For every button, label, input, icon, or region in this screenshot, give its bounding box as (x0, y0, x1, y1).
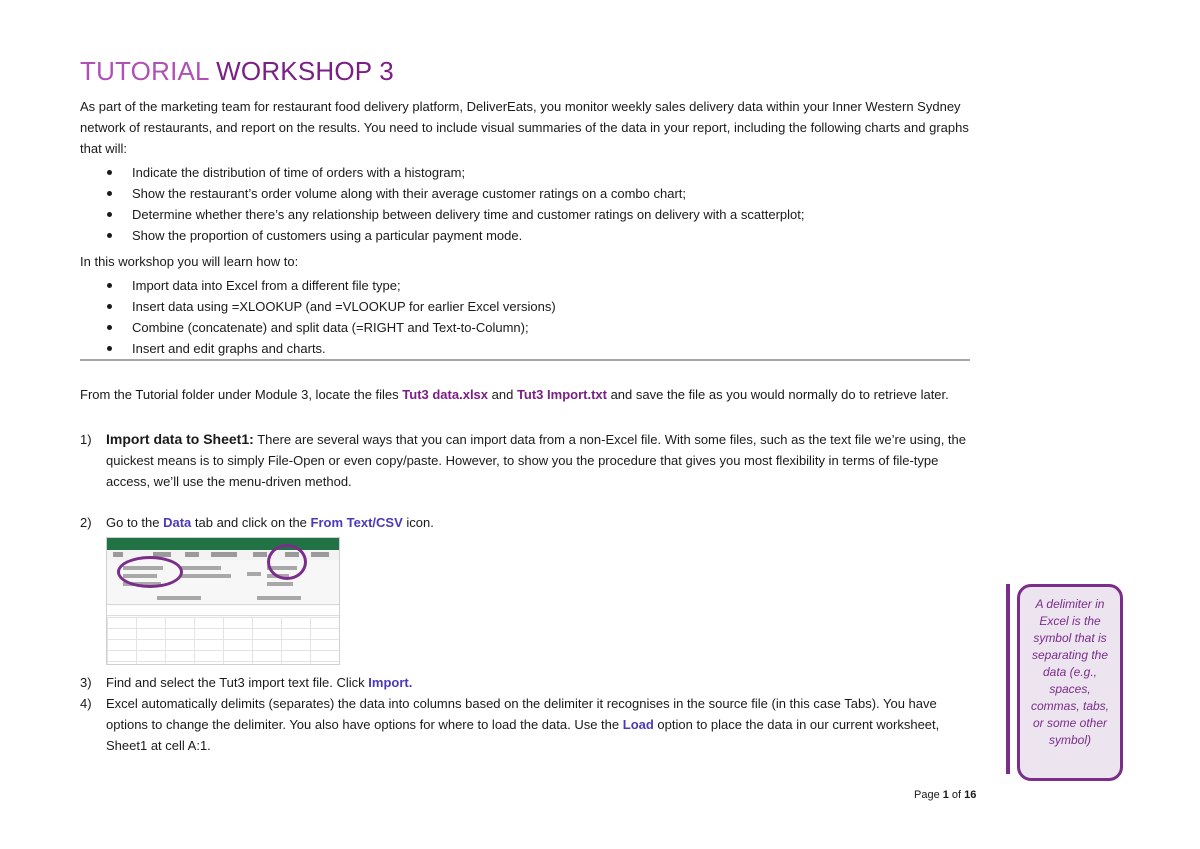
data-tab-ref: Data (163, 515, 192, 530)
excel-formula-bar (107, 606, 339, 616)
chart-goals-list (80, 162, 980, 246)
footer-of: of (948, 789, 965, 801)
load-action-ref: Load (622, 717, 654, 732)
step-1 (80, 429, 970, 492)
step-number: 2) (80, 515, 92, 530)
file-name-data: Tut3 data.xlsx (402, 387, 489, 402)
delimiter-callout (1017, 584, 1123, 781)
step-3 (80, 672, 970, 693)
footer-label: Page (914, 789, 943, 801)
list-item: Show the restaurant’s order volume along with their average customer ratings on a combo chart; (80, 183, 980, 204)
from-text-csv-ref: From Text/CSV (310, 515, 403, 530)
highlight-circle-data-tab (267, 544, 307, 580)
list-item: Combine (concatenate) and split data (=RIGHT and Text-to-Column); (80, 317, 980, 338)
text-run: and (488, 387, 517, 402)
list-item: Determine whether there’s any relationship between delivery time and customer ratings on delivery with a scatterplot; (80, 204, 980, 225)
list-item: Insert and edit graphs and charts. (80, 338, 980, 359)
list-item: Insert data using =XLOOKUP (and =VLOOKUP for earlier Excel versions) (80, 296, 980, 317)
list-item: Import data into Excel from a different file type; (80, 275, 980, 296)
excel-cell-grid (107, 617, 339, 664)
text-run: From the Tutorial folder under Module 3, locate the files (80, 387, 403, 402)
excel-titlebar (107, 538, 339, 550)
text-run: and save the file as you would normally do to retrieve later. (606, 387, 949, 402)
text-run: icon. (402, 515, 434, 530)
total-pages: 16 (964, 789, 977, 801)
text-run: Find and select the Tut3 import text file. Click (106, 675, 369, 690)
excel-ribbon-screenshot (106, 537, 340, 665)
text-run: option to place the data in our current worksheet, Sheet1 at cell A:1. (106, 717, 940, 753)
highlight-circle-from-text (117, 556, 183, 588)
text-run: Excel automatically delimits (separates) the data into columns based on the delimiter it recognises in the source file (in this case Tabs). You have options to change the delimiter. You also have options for where to load the data. Use the (106, 696, 937, 732)
learn-lead: In this workshop you will learn how to: (80, 254, 299, 269)
text-run: Go to the (106, 515, 164, 530)
step-heading-colon: : (249, 431, 254, 447)
list-item: Indicate the distribution of time of orders with a histogram; (80, 162, 980, 183)
import-action-ref: Import. (368, 675, 413, 690)
title-part-1: TUTORIAL (80, 56, 209, 86)
title-part-2: WORKSHOP 3 (216, 56, 394, 86)
step-4 (80, 693, 970, 756)
list-item: Show the proportion of customers using a particular payment mode. (80, 225, 980, 246)
section-divider (80, 359, 970, 361)
locate-files-paragraph (80, 384, 970, 405)
intro-paragraph: As part of the marketing team for restaurant food delivery platform, DeliverEats, you monitor weekly sales delivery data within your Inner Western Sydney network of restaurants, and report on the results. You need to include visual summaries of the data in your report, including the following charts and graphs that will: (80, 99, 969, 156)
step-number: 1) (80, 432, 92, 447)
step-2 (80, 512, 970, 533)
step-number: 4) (80, 696, 92, 711)
step-text: There are several ways that you can import data from a non-Excel file. With some files, such as the text file we’re using, the quickest means is to simply File-Open or even copy/paste. However, to show you the procedure that gives you most flexibility in terms of file-type access, we’ll use the menu-driven method. (106, 432, 967, 489)
page-title (80, 56, 394, 87)
step-number: 3) (80, 675, 92, 690)
current-page: 1 (942, 789, 949, 801)
sidebar-accent-line (1006, 584, 1010, 774)
file-name-import: Tut3 Import.txt (516, 387, 607, 402)
learning-goals-list (80, 275, 980, 359)
callout-text: A delimiter in Excel is the symbol that is separating the data (e.g., spaces, commas, tabs, or some other symbol) (1030, 597, 1110, 747)
step-heading: Import data to Sheet1 (106, 431, 250, 447)
text-run: tab and click on the (191, 515, 311, 530)
page-footer (914, 789, 976, 801)
